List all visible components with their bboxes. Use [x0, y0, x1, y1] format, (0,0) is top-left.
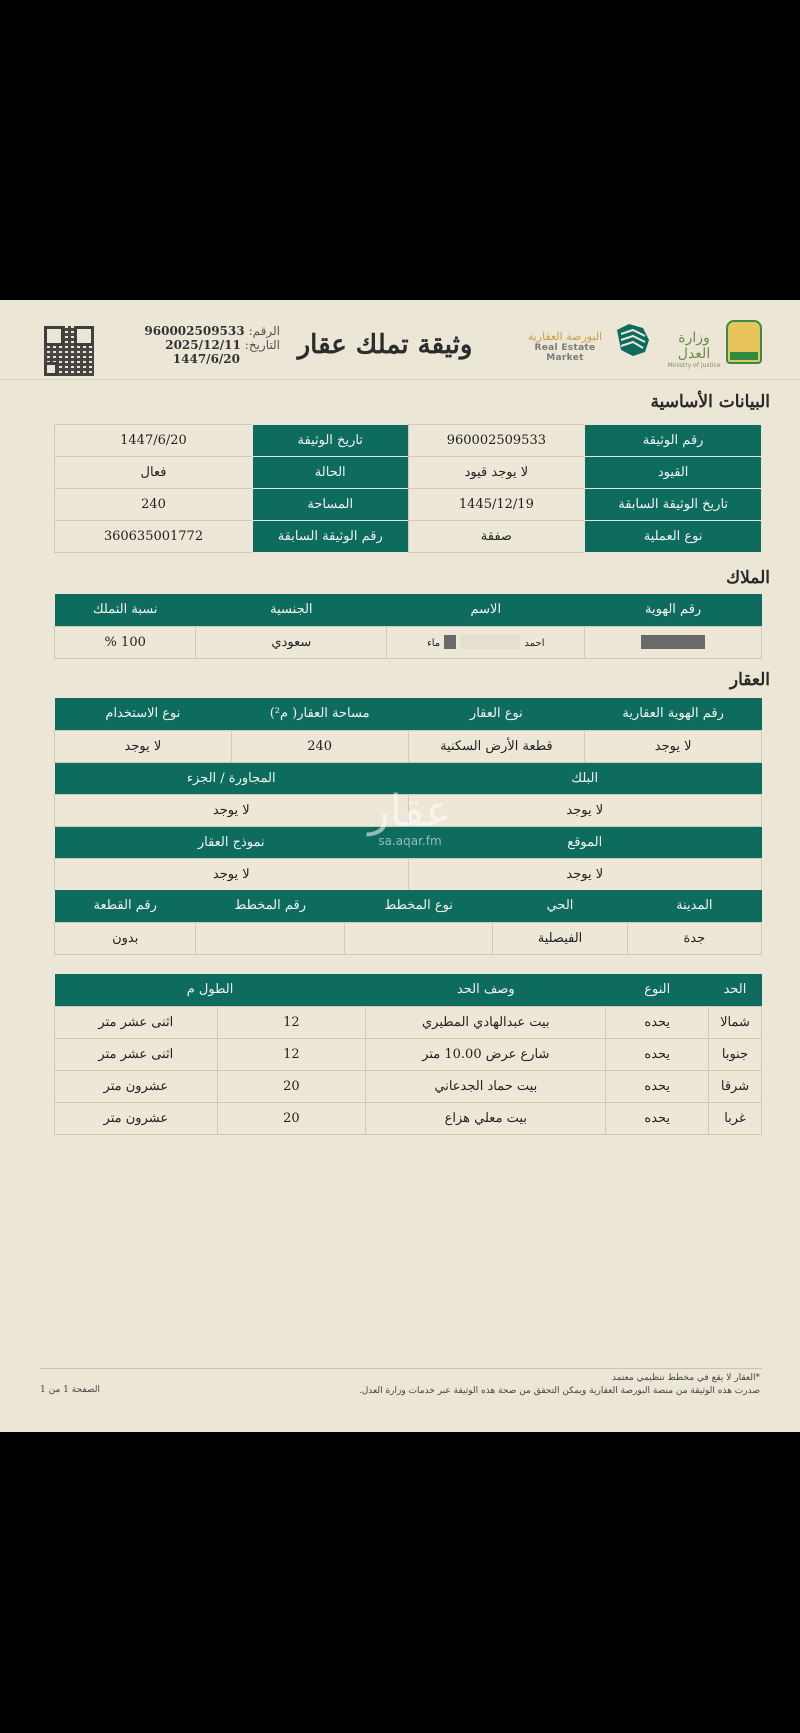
table-row	[55, 794, 762, 826]
ministry-emblem-icon	[726, 320, 762, 364]
table-row	[55, 1102, 762, 1134]
value-area: 240	[55, 489, 253, 521]
basic-data-table	[54, 424, 762, 553]
header-side: الحد	[708, 974, 761, 1006]
value-block: لا يوجد	[408, 794, 762, 826]
header-plan-type: نوع المخطط	[344, 890, 492, 922]
value-doc-date: 1447/6/20	[55, 425, 253, 457]
header-city: المدينة	[627, 890, 761, 922]
moj-logo-ar: وزارة العدل	[677, 330, 711, 362]
boundary-type: يحده	[606, 1038, 709, 1070]
header-nationality: الجنسية	[196, 594, 387, 626]
boundary-length-text: عشرون متر	[55, 1102, 218, 1134]
boundary-type: يحده	[606, 1070, 709, 1102]
table-header-row	[55, 698, 762, 730]
value-city: جدة	[627, 922, 761, 954]
table-header-row	[55, 890, 762, 922]
header-length: الطول م	[55, 974, 366, 1006]
value-location: لا يوجد	[408, 858, 762, 890]
date-hijri: 1447/6/20	[172, 352, 240, 366]
label-area: المساحة	[252, 489, 408, 521]
location-table	[54, 890, 762, 955]
boundary-desc: بيت حماد الجدعاني	[366, 1070, 606, 1102]
footer-notes	[200, 1372, 760, 1398]
label-prev-doc-date: تاريخ الوثيقة السابقة	[585, 489, 762, 521]
header-plot-number: رقم القطعة	[55, 890, 196, 922]
boundary-length: 20	[217, 1070, 365, 1102]
boundary-desc: بيت عبدالهادي المطيري	[366, 1006, 606, 1038]
owner-name-start: احمد	[524, 637, 545, 649]
boundary-length: 12	[217, 1006, 365, 1038]
number-label: الرقم:	[248, 324, 280, 338]
owner-name	[387, 626, 585, 658]
label-restrictions: القيود	[585, 457, 762, 489]
header-neighborhood-part: المجاورة / الجزء	[55, 762, 409, 794]
boundary-side: شرقا	[708, 1070, 761, 1102]
table-row	[55, 425, 762, 457]
date-gregorian: 2025/12/11	[165, 338, 241, 352]
watermark-text: عقار	[368, 786, 452, 837]
boundary-side: جنوبا	[708, 1038, 761, 1070]
boundary-length-text: عشرون متر	[55, 1070, 218, 1102]
table-row	[55, 922, 762, 954]
owners-title: الملاك	[726, 568, 770, 588]
value-operation-type: صفقة	[408, 521, 585, 553]
value-plan-number	[196, 922, 344, 954]
boundary-length-text: اثنى عشر متر	[55, 1006, 218, 1038]
footer-note: *العقار لا يقع في مخطط تنظيمي معتمد	[611, 1373, 760, 1383]
value-district: الفيصلية	[493, 922, 627, 954]
footer-disclaimer: صدرت هذه الوثيقة من منصة البورصة العقارية ويمكن التحقق من صحة هذه الوثيقة عبر خدمات وزارة العدل.	[358, 1386, 760, 1396]
table-row	[55, 457, 762, 489]
rem-logo-en: Real Estate Market	[534, 343, 596, 363]
header-property-model: نموذج العقار	[55, 826, 409, 858]
table-header-row	[55, 974, 762, 1006]
header-district: الحي	[493, 890, 627, 922]
owners-table	[54, 594, 762, 659]
moj-logo-en: Ministry of Justice	[667, 362, 721, 369]
boundary-length: 20	[217, 1102, 365, 1134]
value-property-type: قطعة الأرض السكنية	[408, 730, 585, 762]
document-header	[0, 300, 800, 380]
value-doc-number: 960002509533	[408, 425, 585, 457]
value-property-area: 240	[231, 730, 408, 762]
property-table	[54, 698, 762, 891]
document-meta	[140, 324, 280, 366]
label-prev-doc-number: رقم الوثيقة السابقة	[252, 521, 408, 553]
ministry-of-justice-logo	[665, 330, 723, 369]
owner-share: 100 %	[55, 626, 196, 658]
header-plan-number: رقم المخطط	[196, 890, 344, 922]
document-page	[0, 300, 800, 1432]
owner-id-redacted	[585, 626, 762, 658]
property-title: العقار	[729, 670, 770, 690]
header-property-area: مساحة العقار( م²)	[231, 698, 408, 730]
header-property-id: رقم الهوية العقارية	[585, 698, 762, 730]
value-prev-doc-number: 360635001772	[55, 521, 253, 553]
boundary-side: غربا	[708, 1102, 761, 1134]
value-plot-number: بدون	[55, 922, 196, 954]
table-header-row	[55, 826, 762, 858]
boundary-desc: شارع عرض 10.00 متر	[366, 1038, 606, 1070]
boundary-desc: بيت معلي هزاع	[366, 1102, 606, 1134]
owner-name-end: ماء	[427, 637, 441, 649]
qr-code-icon[interactable]	[42, 324, 96, 378]
table-row	[55, 1038, 762, 1070]
value-restrictions: لا يوجد قيود	[408, 457, 585, 489]
value-property-id: لا يوجد	[585, 730, 762, 762]
table-row	[55, 521, 762, 553]
header-usage-type: نوع الاستخدام	[55, 698, 232, 730]
header-location: الموقع	[408, 826, 762, 858]
date-label: التاريخ:	[244, 338, 280, 352]
boundary-length-text: اثنى عشر متر	[55, 1038, 218, 1070]
table-row	[55, 489, 762, 521]
header-type: النوع	[606, 974, 709, 1006]
label-status: الحالة	[252, 457, 408, 489]
basic-data-title: البيانات الأساسية	[650, 392, 770, 412]
document-title: وثيقة تملك عقار	[297, 330, 473, 360]
table-header-row	[55, 762, 762, 794]
rem-logo-ar: البورصة العقارية	[527, 330, 603, 343]
boundary-type: يحده	[606, 1102, 709, 1134]
table-row	[55, 626, 762, 658]
saudi-map-logo-icon	[613, 320, 653, 360]
number-value: 960002509533	[144, 324, 245, 338]
owner-nationality: سعودي	[196, 626, 387, 658]
value-property-model: لا يوجد	[55, 858, 409, 890]
label-doc-number: رقم الوثيقة	[585, 425, 762, 457]
page-number: الصفحة 1 من 1	[40, 1385, 100, 1395]
label-doc-date: تاريخ الوثيقة	[252, 425, 408, 457]
real-estate-market-logo	[520, 330, 610, 363]
label-operation-type: نوع العملية	[585, 521, 762, 553]
value-neighborhood-part: لا يوجد	[55, 794, 409, 826]
header-name: الاسم	[387, 594, 585, 626]
boundary-type: يحده	[606, 1006, 709, 1038]
table-row	[55, 1006, 762, 1038]
table-row	[55, 730, 762, 762]
value-prev-doc-date: 1445/12/19	[408, 489, 585, 521]
value-usage-type: لا يوجد	[55, 730, 232, 762]
watermark-url: sa.aqar.fm	[378, 834, 442, 848]
footer-divider	[40, 1368, 762, 1369]
header-property-type: نوع العقار	[408, 698, 585, 730]
value-plan-type	[344, 922, 492, 954]
table-row	[55, 858, 762, 890]
boundaries-table	[54, 974, 762, 1135]
value-status: فعال	[55, 457, 253, 489]
table-row	[55, 1070, 762, 1102]
boundary-side: شمالا	[708, 1006, 761, 1038]
header-share: نسبة التملك	[55, 594, 196, 626]
header-id: رقم الهوية	[585, 594, 762, 626]
table-header-row	[55, 594, 762, 626]
boundary-length: 12	[217, 1038, 365, 1070]
header-description: وصف الحد	[366, 974, 606, 1006]
header-block: البلك	[408, 762, 762, 794]
